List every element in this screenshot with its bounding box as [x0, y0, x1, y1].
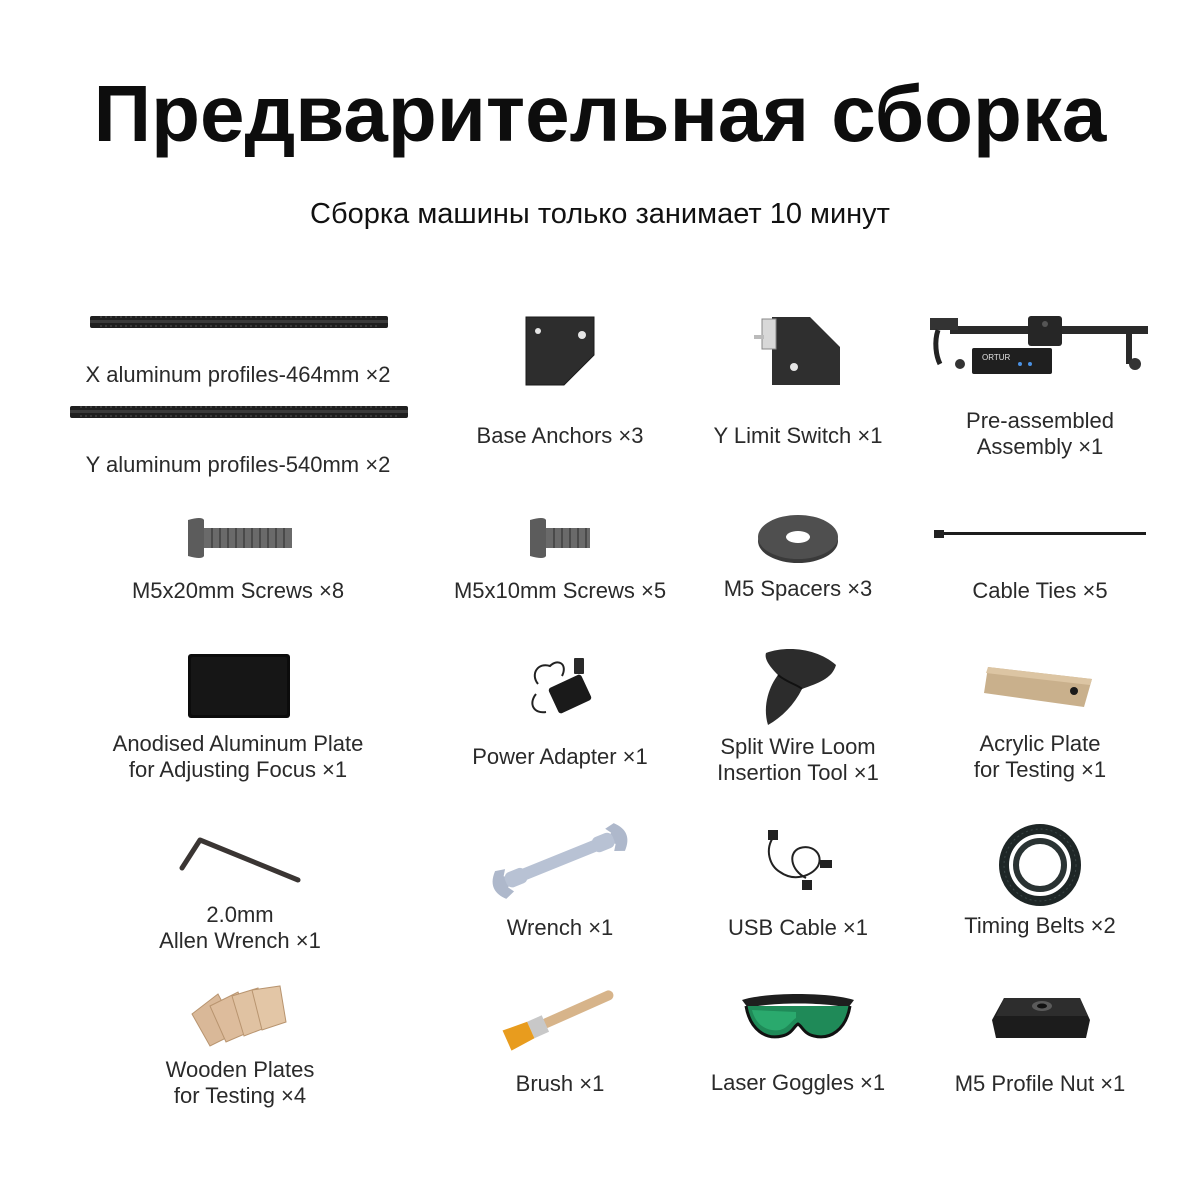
profile-nut-icon [990, 994, 1092, 1042]
item-label: M5x10mm Screws ×5 [453, 578, 667, 603]
item-label: Pre-assembled Assembly ×1 [966, 408, 1114, 459]
item-label: Base Anchors ×3 [476, 423, 644, 448]
item-label: Timing Belts ×2 [964, 913, 1116, 938]
pre-assembled-assembly-icon [930, 312, 1152, 378]
timing-belt-icon [996, 823, 1086, 907]
item-label: Anodised Aluminum Plate for Adjusting Focus ×1 [112, 731, 364, 782]
item-label: Wooden Plates for Testing ×4 [165, 1057, 315, 1108]
wrench-icon [490, 826, 630, 896]
page-title: Предварительная сборка [93, 69, 1107, 158]
item-label: M5 Profile Nut ×1 [954, 1071, 1126, 1096]
item-label: Y Limit Switch ×1 [713, 423, 883, 448]
wire-loom-tool-icon [758, 645, 840, 727]
item-label: M5x20mm Screws ×8 [131, 578, 345, 603]
base-anchor-icon [524, 315, 596, 387]
laser-goggles-icon [736, 990, 860, 1050]
cable-tie-icon [934, 526, 1148, 540]
y-aluminum-profile-icon [70, 404, 410, 420]
item-label: M5 Spacers ×3 [723, 576, 873, 601]
item-label: Cable Ties ×5 [972, 578, 1108, 603]
item-label: Laser Goggles ×1 [710, 1070, 886, 1095]
screw-short-icon [528, 516, 592, 560]
item-label: X aluminum profiles-464mm ×2 [85, 362, 391, 387]
svg-text:ORTUR: ORTUR [982, 353, 1011, 362]
wooden-plates-icon [188, 984, 290, 1048]
usb-cable-icon [760, 826, 834, 896]
screw-long-icon [186, 516, 294, 560]
aluminum-plate-icon [188, 654, 292, 720]
power-adapter-icon [528, 654, 594, 718]
item-label: USB Cable ×1 [727, 915, 869, 940]
item-label: 2.0mm Allen Wrench ×1 [159, 902, 321, 953]
spacer-icon [756, 513, 840, 565]
acrylic-plate-icon [984, 663, 1096, 709]
page-subtitle: Сборка машины только занимает 10 минут [310, 198, 890, 230]
item-label: Power Adapter ×1 [472, 744, 648, 769]
item-label: Split Wire Loom Insertion Tool ×1 [717, 734, 879, 785]
item-label: Acrylic Plate for Testing ×1 [973, 731, 1107, 782]
allen-wrench-icon [178, 836, 302, 886]
brush-icon [500, 984, 620, 1050]
limit-switch-icon [750, 315, 842, 387]
x-aluminum-profile-icon [90, 314, 390, 330]
item-label: Wrench ×1 [506, 915, 614, 940]
item-label: Y aluminum profiles-540mm ×2 [85, 452, 391, 477]
item-label: Brush ×1 [515, 1071, 605, 1096]
